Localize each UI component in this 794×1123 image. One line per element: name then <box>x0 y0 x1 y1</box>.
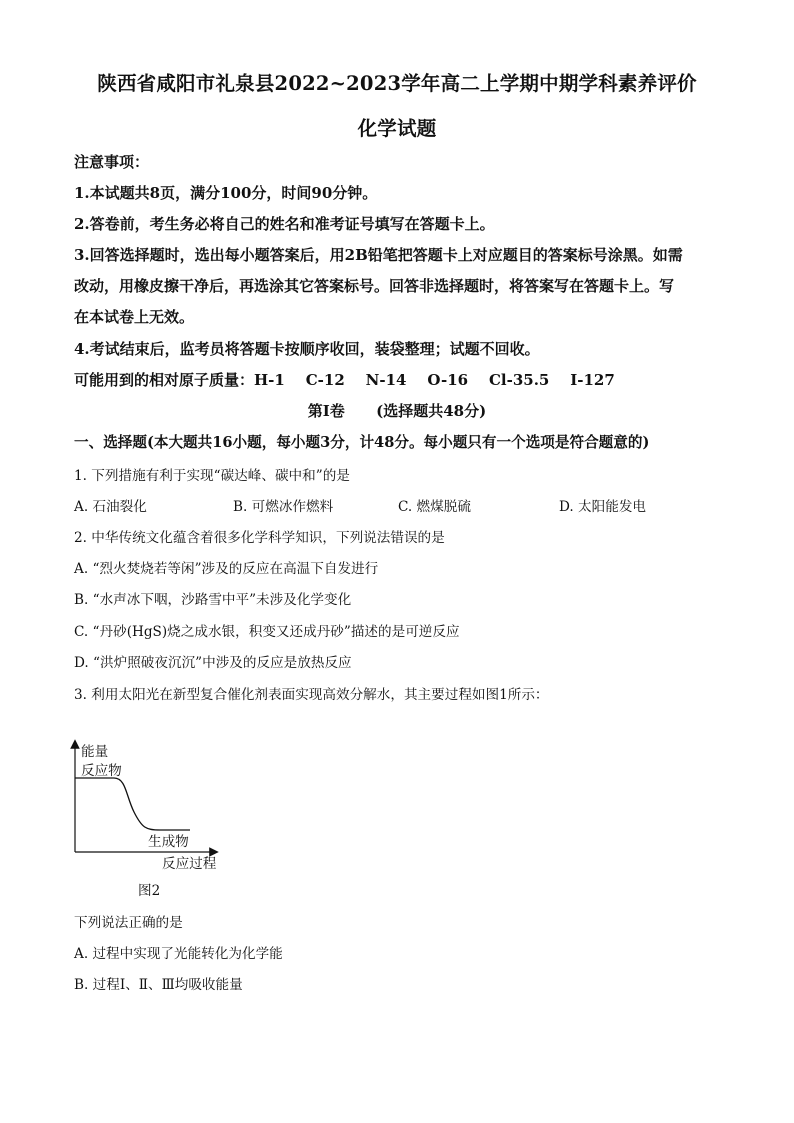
exam-title: 陕西省咸阳市礼泉县2022~2023学年高二上学期中期学科素养评价 <box>97 72 697 95</box>
note-3-line-1: 3.回答选择题时，选出每小题答案后，用2B铅笔把答题卡上对应题目的答案标号涂黑。如需 <box>74 246 683 264</box>
exam-subtitle: 化学试题 <box>357 117 437 140</box>
note-1: 1.本试题共8页，满分100分，时间90分钟。 <box>74 184 378 202</box>
question-1-option-d: D. 太阳能发电 <box>559 499 647 515</box>
question-1-option-b: B. 可燃冰作燃料 <box>233 499 334 515</box>
note-2: 2.答卷前，考生务必将自己的姓名和准考证号填写在答题卡上。 <box>74 215 495 233</box>
question-2-stem: 2. 中华传统文化蕴含着很多化学科学知识，下列说法错误的是 <box>74 530 445 546</box>
note-3-line-2: 改动，用橡皮擦干净后，再选涂其它答案标号。回答非选择题时，将答案写在答题卡上。写 <box>74 277 675 295</box>
question-3-option-a: A. 过程中实现了光能转化为化学能 <box>74 946 283 962</box>
question-2-option-b: B. “水声冰下咽，沙路雪中平”未涉及化学变化 <box>74 592 352 608</box>
question-3-option-b: B. 过程Ⅰ、Ⅱ、Ⅲ均吸收能量 <box>74 977 243 993</box>
question-2-option-c: C. “丹砂(HgS)烧之成水银，积变又还成丹砂”描述的是可逆反应 <box>74 624 460 640</box>
volume-heading: 第Ⅰ卷 (选择题共48分) <box>307 402 487 420</box>
question-2-option-a: A. “烈火焚烧若等闲”涉及的反应在高温下自发进行 <box>74 561 379 577</box>
y-axis-label: 能量 <box>81 744 109 760</box>
question-2-option-d: D. “洪炉照破夜沉沉”中涉及的反应是放热反应 <box>74 655 352 671</box>
question-3-stem: 3. 利用太阳光在新型复合催化剂表面实现高效分解水，其主要过程如图1所示： <box>74 687 549 703</box>
energy-diagram <box>64 738 234 878</box>
question-1-option-a: A. 石油裂化 <box>74 499 147 515</box>
question-1-stem: 1. 下列措施有利于实现“碳达峰、碳中和”的是 <box>74 468 350 484</box>
question-3-ask: 下列说法正确的是 <box>74 915 183 931</box>
figure-caption: 图2 <box>138 883 161 899</box>
atomic-masses: 可能用到的相对原子质量：H-1 C-12 N-14 O-16 Cl-35.5 I-127 <box>74 371 615 389</box>
energy-curve <box>75 778 190 830</box>
product-label: 生成物 <box>148 834 189 850</box>
note-3-line-3: 在本试卷上无效。 <box>74 308 195 326</box>
part-heading: 一、选择题(本大题共16小题，每小题3分，计48分。每小题只有一个选项是符合题意的) <box>74 434 650 451</box>
question-1-option-c: C. 燃煤脱硫 <box>398 499 471 515</box>
note-4: 4.考试结束后，监考员将答题卡按顺序收回，装袋整理；试题不回收。 <box>74 340 540 358</box>
x-axis-label: 反应过程 <box>162 856 217 872</box>
notes-heading: 注意事项： <box>74 153 150 171</box>
reactant-label: 反应物 <box>81 763 122 779</box>
